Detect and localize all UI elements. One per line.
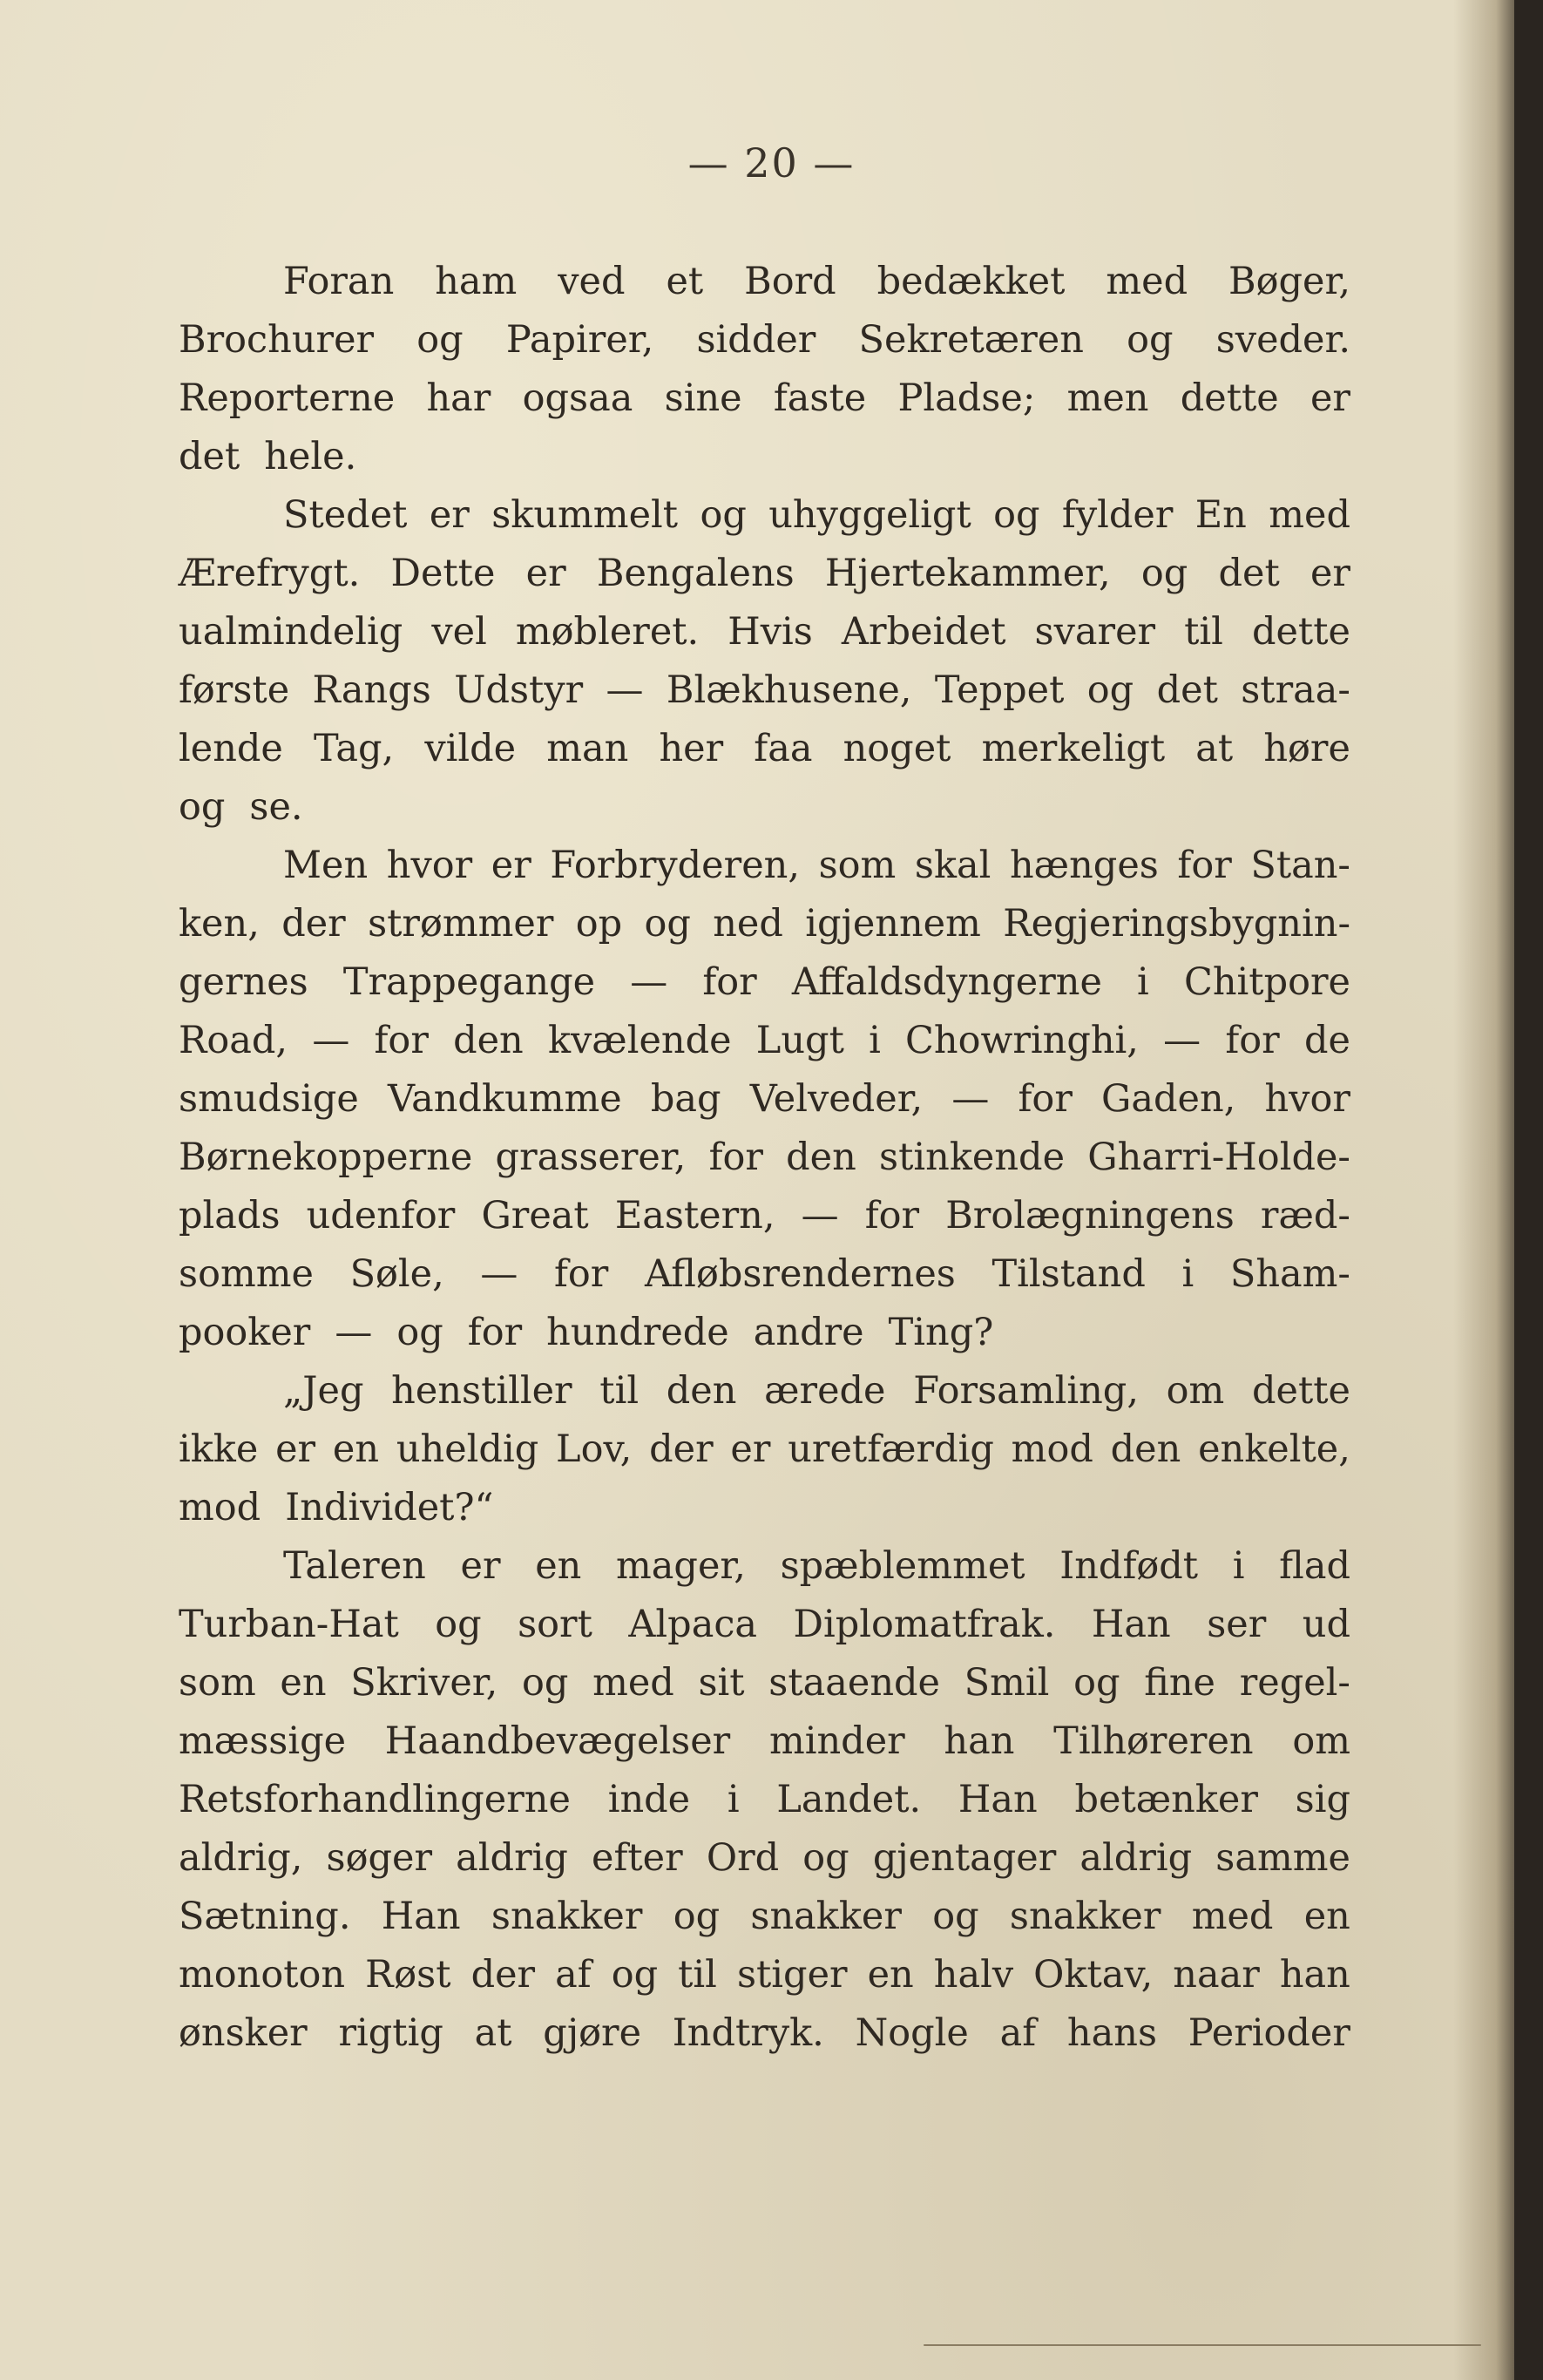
word: Han [381, 1895, 461, 1938]
text-line [179, 1421, 1350, 1479]
word: som [818, 844, 897, 887]
page-bottom-mark [924, 2344, 1481, 2346]
word: i [869, 1019, 881, 1062]
word: Road, [179, 1019, 288, 1062]
word: men [1066, 376, 1149, 420]
word: i [1181, 1252, 1194, 1296]
text-line [179, 486, 1350, 545]
word: sit [698, 1661, 745, 1705]
word: det [1218, 552, 1280, 595]
word: for [1018, 1077, 1073, 1121]
word: om [1292, 1719, 1350, 1763]
word: Blækhusene, [666, 668, 912, 712]
word: en [535, 1544, 582, 1588]
word: er [1310, 552, 1350, 595]
word: Afløbsrendernes [644, 1252, 956, 1296]
text-line [179, 1012, 1350, 1070]
word: hvor [386, 844, 473, 887]
word: bag [650, 1077, 721, 1121]
word: Gharri-Holde- [1087, 1136, 1350, 1179]
word: — [1163, 1019, 1201, 1062]
word: sidder [696, 318, 816, 362]
word: han [1279, 1953, 1350, 1997]
word: at [1195, 727, 1234, 770]
word: Rangs [312, 668, 431, 712]
text-line [179, 1946, 1350, 2004]
word: grasserer, [495, 1136, 687, 1179]
word: andre [753, 1311, 864, 1354]
word: vilde [424, 727, 517, 770]
text-line [179, 1771, 1350, 1829]
word: Stedet [283, 493, 408, 537]
text-line [179, 895, 1350, 953]
text-line [179, 1187, 1350, 1245]
word: Børnekopperne [179, 1136, 473, 1179]
word: søger [326, 1836, 433, 1880]
word: for [864, 1194, 920, 1237]
word: inde [607, 1778, 691, 1821]
word: og [993, 493, 1040, 537]
word: for [1225, 1019, 1280, 1062]
word: og [611, 1953, 659, 1997]
word: stiger [736, 1953, 848, 1997]
word: den [1110, 1427, 1181, 1471]
word: ved [558, 260, 626, 303]
text-line [179, 1362, 1350, 1421]
word: straa- [1241, 668, 1350, 712]
word: Vandkumme [388, 1077, 622, 1121]
word: for [1177, 844, 1232, 887]
word: er [525, 552, 566, 595]
word: Skriver, [350, 1661, 498, 1705]
word: bedækket [876, 260, 1066, 303]
word: der [281, 902, 346, 946]
word: ned [713, 902, 783, 946]
word: — [951, 1077, 990, 1121]
word: med [1106, 260, 1188, 303]
text-line [179, 1479, 1350, 1537]
word: ærede [764, 1369, 886, 1413]
word: fylder [1061, 493, 1174, 537]
word: vel [431, 610, 487, 654]
word: faste [773, 376, 867, 420]
word: Perioder [1188, 2011, 1350, 2055]
word: sig [1295, 1778, 1350, 1821]
word: mager, [616, 1544, 746, 1588]
word: Great [481, 1194, 589, 1237]
word: Reporterne [179, 376, 396, 420]
text-line [179, 2004, 1350, 2063]
word: dette [1252, 1369, 1350, 1413]
word: hænges [1009, 844, 1159, 887]
word: dette [1180, 376, 1279, 420]
word: pooker [179, 1311, 311, 1354]
word: Tag, [314, 727, 395, 770]
word: henstiller [391, 1369, 572, 1413]
text-line [179, 1129, 1350, 1187]
word: — [480, 1252, 518, 1296]
word: Brochurer [179, 318, 375, 362]
word: Nogle [855, 2011, 969, 2055]
text-line [179, 370, 1350, 428]
word: en [1303, 1895, 1350, 1938]
word: Søle, [349, 1252, 444, 1296]
word: en [867, 1953, 914, 1997]
word: Taleren [283, 1544, 426, 1588]
text-line [179, 1712, 1350, 1771]
word: Lugt [755, 1019, 844, 1062]
word: og [673, 1895, 721, 1938]
word: strømmer [368, 902, 554, 946]
word: den [453, 1019, 524, 1062]
text-line [179, 661, 1350, 720]
word: Diplomatfrak. [793, 1603, 1056, 1646]
word: uretfærdig [788, 1427, 994, 1471]
word: Haandbevægelser [384, 1719, 731, 1763]
word: og [700, 493, 747, 537]
word: er [275, 1427, 316, 1471]
word: er [730, 1427, 771, 1471]
page-edge-shadow [1453, 0, 1514, 2380]
word: dette [1251, 610, 1350, 654]
word: mod [179, 1486, 261, 1529]
word: af [999, 2011, 1037, 2055]
word: Han [1091, 1603, 1171, 1646]
word: Sekretæren [858, 318, 1084, 362]
word: ikke [179, 1427, 259, 1471]
text-line [179, 1070, 1350, 1129]
word: den [666, 1369, 737, 1413]
word: Ting? [888, 1311, 994, 1354]
word: han [944, 1719, 1015, 1763]
word: der [649, 1427, 714, 1471]
word: og [396, 1311, 443, 1354]
word: Forbryderen, [550, 844, 800, 887]
word: et [666, 260, 704, 303]
word: for [554, 1252, 609, 1296]
word: mæssige [179, 1719, 347, 1763]
text-line [179, 720, 1350, 778]
word: ud [1302, 1603, 1350, 1646]
word: aldrig, [179, 1836, 303, 1880]
word: første [179, 668, 290, 712]
text-line [179, 837, 1350, 895]
word: skummelt [491, 493, 679, 537]
word: for [467, 1311, 523, 1354]
text-line [179, 603, 1350, 661]
word: gernes [179, 960, 308, 1004]
word: her [659, 727, 724, 770]
word: møbleret. [515, 610, 700, 654]
word: Røst [365, 1953, 451, 1997]
word: Hjertekammer, [824, 552, 1111, 595]
word: og [1086, 668, 1134, 712]
word: Velveder, [749, 1077, 924, 1121]
word: Individet?“ [285, 1486, 494, 1529]
word: Bøger, [1228, 260, 1350, 303]
text-line [179, 545, 1350, 603]
word: og [179, 785, 226, 829]
word: Retsforhandlingerne [179, 1778, 571, 1821]
word: fine [1144, 1661, 1216, 1705]
word: det [179, 435, 240, 478]
word: Men [283, 844, 369, 887]
word: ser [1207, 1603, 1267, 1646]
word: Bord [744, 260, 836, 303]
word: ualmindelig [179, 610, 403, 654]
word: kvælende [547, 1019, 732, 1062]
word: sort [518, 1603, 592, 1646]
word: og [644, 902, 691, 946]
word: for [374, 1019, 429, 1062]
word: er [1310, 376, 1350, 420]
word: Ærefrygt. [179, 552, 361, 595]
word: En [1194, 493, 1247, 537]
word: til [1184, 610, 1223, 654]
text-line [179, 1596, 1350, 1654]
word: hele. [264, 435, 357, 478]
word: og [932, 1895, 979, 1938]
word: aldrig [456, 1836, 568, 1880]
word: til [678, 1953, 717, 1997]
word: har [426, 376, 491, 420]
word: — [335, 1311, 373, 1354]
word: — [801, 1194, 839, 1237]
word: ogsaa [522, 376, 633, 420]
word: spæblemmet [780, 1544, 1025, 1588]
word: Regjeringsbygnin- [1003, 902, 1350, 946]
word: hundrede [546, 1311, 729, 1354]
word: Eastern, [614, 1194, 775, 1237]
word: snakker [1009, 1895, 1161, 1938]
text-line [179, 1304, 1350, 1362]
word: Ord [706, 1836, 780, 1880]
word: sine [664, 376, 742, 420]
word: man [546, 727, 629, 770]
word: en [332, 1427, 380, 1471]
word: af [555, 1953, 592, 1997]
word: Chowringhi, [905, 1019, 1139, 1062]
word: Affaldsdyngerne [791, 960, 1102, 1004]
word: „Jeg [283, 1369, 364, 1413]
word: halv [933, 1953, 1014, 1997]
word: udenfor [306, 1194, 456, 1237]
word: ræd- [1260, 1194, 1350, 1237]
word: til [599, 1369, 640, 1413]
word: lende [179, 727, 283, 770]
word: snakker [750, 1895, 902, 1938]
word: i [1137, 960, 1149, 1004]
word: Arbeidet [841, 610, 1006, 654]
text-line [179, 311, 1350, 370]
word: Lov, [556, 1427, 633, 1471]
word: Sham- [1229, 1252, 1350, 1296]
word: i [1232, 1544, 1245, 1588]
word: og [416, 318, 464, 362]
word: Han [958, 1778, 1038, 1821]
text-line [179, 953, 1350, 1012]
word: er [460, 1544, 501, 1588]
word: Landet. [776, 1778, 922, 1821]
word: Alpaca [628, 1603, 758, 1646]
text-line [179, 1888, 1350, 1946]
word: faa [754, 727, 813, 770]
word: Indtryk. [672, 2011, 824, 2055]
word: Stan- [1250, 844, 1350, 887]
word: Trappegange [342, 960, 596, 1004]
word: sveder. [1215, 318, 1350, 362]
word: ken, [179, 902, 260, 946]
word: samme [1215, 1836, 1350, 1880]
word: — [630, 960, 668, 1004]
word: er [491, 844, 531, 887]
word: i [727, 1778, 740, 1821]
word: naar [1173, 1953, 1260, 1997]
word: de [1303, 1019, 1350, 1062]
word: Udstyr [454, 668, 584, 712]
word: rigtig [338, 2011, 443, 2055]
word: med [592, 1661, 674, 1705]
word: og [521, 1661, 569, 1705]
word: noget [843, 727, 951, 770]
word: at [474, 2011, 512, 2055]
word: plads [179, 1194, 281, 1237]
word: Papirer, [505, 318, 654, 362]
word: skal [914, 844, 991, 887]
word: der [470, 1953, 536, 1997]
word: og [435, 1603, 482, 1646]
word: — [312, 1019, 350, 1062]
word: Pladse; [897, 376, 1036, 420]
word: mod [1011, 1427, 1093, 1471]
word: efter [592, 1836, 683, 1880]
word: gjøre [543, 2011, 642, 2055]
word: uhyggeligt [768, 493, 971, 537]
word: Turban-Hat [179, 1603, 399, 1646]
word: Bengalens [596, 552, 795, 595]
word: Chitpore [1183, 960, 1350, 1004]
word: Brolægningens [945, 1194, 1235, 1237]
word: en [280, 1661, 327, 1705]
word: Foran [283, 260, 395, 303]
word: aldrig [1079, 1836, 1193, 1880]
word: op [575, 902, 623, 946]
word: den [786, 1136, 856, 1179]
word: gjentager [872, 1836, 1057, 1880]
word: stinkende [879, 1136, 1066, 1179]
word: uheldig [396, 1427, 539, 1471]
word: Sætning. [179, 1895, 351, 1938]
word: smudsige [179, 1077, 359, 1121]
text-line [179, 428, 1350, 486]
word: regel- [1239, 1661, 1350, 1705]
text-line [179, 1537, 1350, 1596]
word: merkeligt [981, 727, 1166, 770]
word: med [1269, 493, 1350, 537]
body-text [179, 253, 1350, 2063]
word: Oktav, [1033, 1953, 1154, 1997]
word: Tilhøreren [1053, 1719, 1254, 1763]
word: det [1156, 668, 1218, 712]
word: Gaden, [1101, 1077, 1236, 1121]
word: enkelte, [1198, 1427, 1350, 1471]
word: høre [1263, 727, 1350, 770]
word: Teppet [934, 668, 1065, 712]
word: ønsker [179, 2011, 308, 2055]
word: Forsamling, [913, 1369, 1139, 1413]
word: og [1073, 1661, 1120, 1705]
word: Hvis [728, 610, 813, 654]
word: med [1191, 1895, 1274, 1938]
word: monoton [179, 1953, 346, 1997]
word: ham [435, 260, 518, 303]
word: og [802, 1836, 849, 1880]
text-line [179, 1245, 1350, 1304]
word: flad [1279, 1544, 1350, 1588]
word: Dette [390, 552, 496, 595]
text-line [179, 778, 1350, 837]
page-number: — 20 — [687, 139, 856, 186]
word: Indfødt [1059, 1544, 1199, 1588]
word: svarer [1034, 610, 1156, 654]
word: minder [768, 1719, 905, 1763]
word: hvor [1264, 1077, 1350, 1121]
word: se. [249, 785, 303, 829]
word: er [429, 493, 470, 537]
word: igjennem [805, 902, 981, 946]
word: om [1166, 1369, 1225, 1413]
word: for [702, 960, 757, 1004]
word: hans [1066, 2011, 1158, 2055]
text-line [179, 253, 1350, 311]
word: — [606, 668, 644, 712]
word: Smil [964, 1661, 1050, 1705]
word: for [708, 1136, 763, 1179]
word: betænker [1074, 1778, 1258, 1821]
word: og [1127, 318, 1174, 362]
text-line [179, 1829, 1350, 1888]
text-line [179, 1654, 1350, 1712]
word: somme [179, 1252, 314, 1296]
word: Tilstand [991, 1252, 1146, 1296]
word: staaende [768, 1661, 940, 1705]
word: som [179, 1661, 256, 1705]
word: snakker [491, 1895, 643, 1938]
word: og [1140, 552, 1188, 595]
